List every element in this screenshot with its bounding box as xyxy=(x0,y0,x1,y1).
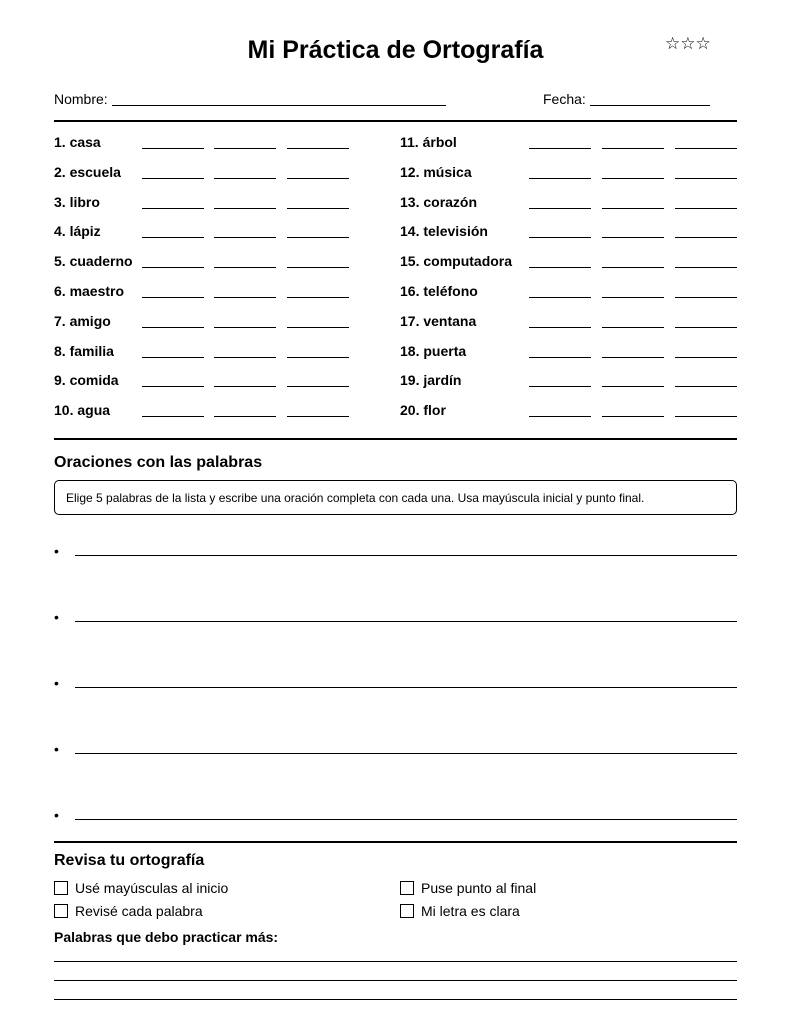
spelling-blank[interactable] xyxy=(142,357,204,358)
spelling-word: 3. libro xyxy=(54,193,100,210)
checkbox-revise[interactable] xyxy=(54,904,68,918)
spelling-blank[interactable] xyxy=(287,386,349,387)
spelling-blank[interactable] xyxy=(675,357,737,358)
bullet-icon: • xyxy=(54,807,59,823)
worksheet-title: Mi Práctica de Ortografía xyxy=(247,36,544,64)
spelling-blank[interactable] xyxy=(214,357,276,358)
sentences-section-title: Oraciones con las palabras xyxy=(54,454,263,471)
spelling-blank[interactable] xyxy=(602,416,664,417)
bullet-icon: • xyxy=(54,543,59,559)
spelling-word: 4. lápiz xyxy=(54,223,101,240)
date-field[interactable] xyxy=(590,105,710,106)
spelling-blank[interactable] xyxy=(675,208,737,209)
spelling-blank[interactable] xyxy=(142,237,204,238)
spelling-word: 17. ventana xyxy=(400,312,477,329)
spelling-blank[interactable] xyxy=(602,357,664,358)
spelling-blank[interactable] xyxy=(529,357,591,358)
checkbox-letra[interactable] xyxy=(400,904,414,918)
spelling-blank[interactable] xyxy=(675,386,737,387)
spelling-blank[interactable] xyxy=(287,267,349,268)
spelling-blank[interactable] xyxy=(287,327,349,328)
spelling-blank[interactable] xyxy=(214,386,276,387)
practice-line[interactable] xyxy=(54,980,737,981)
bullet-icon: • xyxy=(54,741,59,757)
date-label: Fecha: xyxy=(543,91,586,107)
practice-label: Palabras que debo practicar más: xyxy=(54,929,279,945)
divider xyxy=(54,120,737,122)
bullet-icon: • xyxy=(54,609,59,625)
spelling-word: 20. flor xyxy=(400,402,446,419)
divider xyxy=(54,438,737,440)
spelling-word: 19. jardín xyxy=(400,372,462,389)
spelling-blank[interactable] xyxy=(675,267,737,268)
checkbox-punto[interactable] xyxy=(400,881,414,895)
spelling-blank[interactable] xyxy=(675,178,737,179)
spelling-word: 5. cuaderno xyxy=(54,253,133,270)
sentence-line[interactable] xyxy=(75,687,737,688)
spelling-word: 6. maestro xyxy=(54,283,125,299)
checklist-label: Puse punto al final xyxy=(421,880,537,896)
spelling-word: 8. familia xyxy=(54,342,114,359)
spelling-blank[interactable] xyxy=(529,178,591,179)
spelling-word: 12. música xyxy=(400,163,472,180)
spelling-blank[interactable] xyxy=(214,416,276,417)
spelling-blank[interactable] xyxy=(287,148,349,149)
spelling-blank[interactable] xyxy=(214,327,276,328)
spelling-blank[interactable] xyxy=(602,327,664,328)
spelling-blank[interactable] xyxy=(675,237,737,238)
spelling-blank[interactable] xyxy=(214,267,276,268)
bullet-icon: • xyxy=(54,675,59,691)
spelling-blank[interactable] xyxy=(529,237,591,238)
spelling-word: 13. corazón xyxy=(400,193,478,210)
spelling-blank[interactable] xyxy=(214,178,276,179)
spelling-blank[interactable] xyxy=(287,178,349,179)
checkbox-mayusculas[interactable] xyxy=(54,881,68,895)
spelling-blank[interactable] xyxy=(529,386,591,387)
spelling-blank[interactable] xyxy=(675,416,737,417)
spelling-blank[interactable] xyxy=(675,148,737,149)
spelling-blank[interactable] xyxy=(142,297,204,298)
spelling-word: 1. casa xyxy=(54,134,101,150)
spelling-blank[interactable] xyxy=(142,386,204,387)
spelling-blank[interactable] xyxy=(142,178,204,179)
review-section-title: Revisa tu ortografía xyxy=(54,852,205,869)
spelling-word: 15. computadora xyxy=(400,253,513,270)
practice-line[interactable] xyxy=(54,999,737,1000)
spelling-blank[interactable] xyxy=(602,386,664,387)
spelling-blank[interactable] xyxy=(602,148,664,149)
rating-stars-icon[interactable]: ☆☆☆ xyxy=(665,34,711,53)
spelling-blank[interactable] xyxy=(602,267,664,268)
spelling-blank[interactable] xyxy=(287,208,349,209)
spelling-word: 10. agua xyxy=(54,402,111,419)
spelling-word: 14. televisión xyxy=(400,223,488,240)
name-field[interactable] xyxy=(112,105,446,106)
checklist-label: Mi letra es clara xyxy=(421,903,520,919)
spelling-blank[interactable] xyxy=(529,297,591,298)
spelling-blank[interactable] xyxy=(287,297,349,298)
practice-line[interactable] xyxy=(54,961,737,962)
spelling-word: 18. puerta xyxy=(400,342,467,359)
spelling-blank[interactable] xyxy=(214,208,276,209)
checklist-label: Revisé cada palabra xyxy=(75,903,203,919)
spelling-blank[interactable] xyxy=(529,267,591,268)
checklist-label: Usé mayúsculas al inicio xyxy=(75,880,229,896)
spelling-blank[interactable] xyxy=(529,327,591,328)
spelling-blank[interactable] xyxy=(287,237,349,238)
spelling-word: 7. amigo xyxy=(54,312,111,329)
spelling-blank[interactable] xyxy=(142,416,204,417)
spelling-blank[interactable] xyxy=(142,267,204,268)
spelling-word: 9. comida xyxy=(54,372,119,389)
spelling-blank[interactable] xyxy=(602,208,664,209)
spelling-blank[interactable] xyxy=(214,297,276,298)
spelling-word: 2. escuela xyxy=(54,163,121,180)
sentence-line[interactable] xyxy=(75,753,737,754)
spelling-word: 11. árbol xyxy=(400,134,457,150)
sentence-line[interactable] xyxy=(75,555,737,556)
spelling-blank[interactable] xyxy=(529,148,591,149)
spelling-blank[interactable] xyxy=(675,327,737,328)
spelling-blank[interactable] xyxy=(675,297,737,298)
instruction-text: Elige 5 palabras de la lista y escribe una oración completa con cada una. Usa mayúscula inicial y punto final. xyxy=(66,491,645,505)
spelling-blank[interactable] xyxy=(602,178,664,179)
spelling-blank[interactable] xyxy=(142,148,204,149)
instruction-box xyxy=(54,480,737,515)
spelling-blank[interactable] xyxy=(287,416,349,417)
spelling-blank[interactable] xyxy=(287,357,349,358)
spelling-word: 16. teléfono xyxy=(400,283,478,299)
sentence-line[interactable] xyxy=(75,819,737,820)
name-label: Nombre: xyxy=(54,91,108,107)
spelling-blank[interactable] xyxy=(602,237,664,238)
spelling-blank[interactable] xyxy=(142,327,204,328)
sentence-line[interactable] xyxy=(75,621,737,622)
spelling-blank[interactable] xyxy=(214,237,276,238)
spelling-blank[interactable] xyxy=(602,297,664,298)
divider xyxy=(54,841,737,843)
spelling-blank[interactable] xyxy=(142,208,204,209)
spelling-blank[interactable] xyxy=(529,208,591,209)
spelling-blank[interactable] xyxy=(214,148,276,149)
spelling-blank[interactable] xyxy=(529,416,591,417)
